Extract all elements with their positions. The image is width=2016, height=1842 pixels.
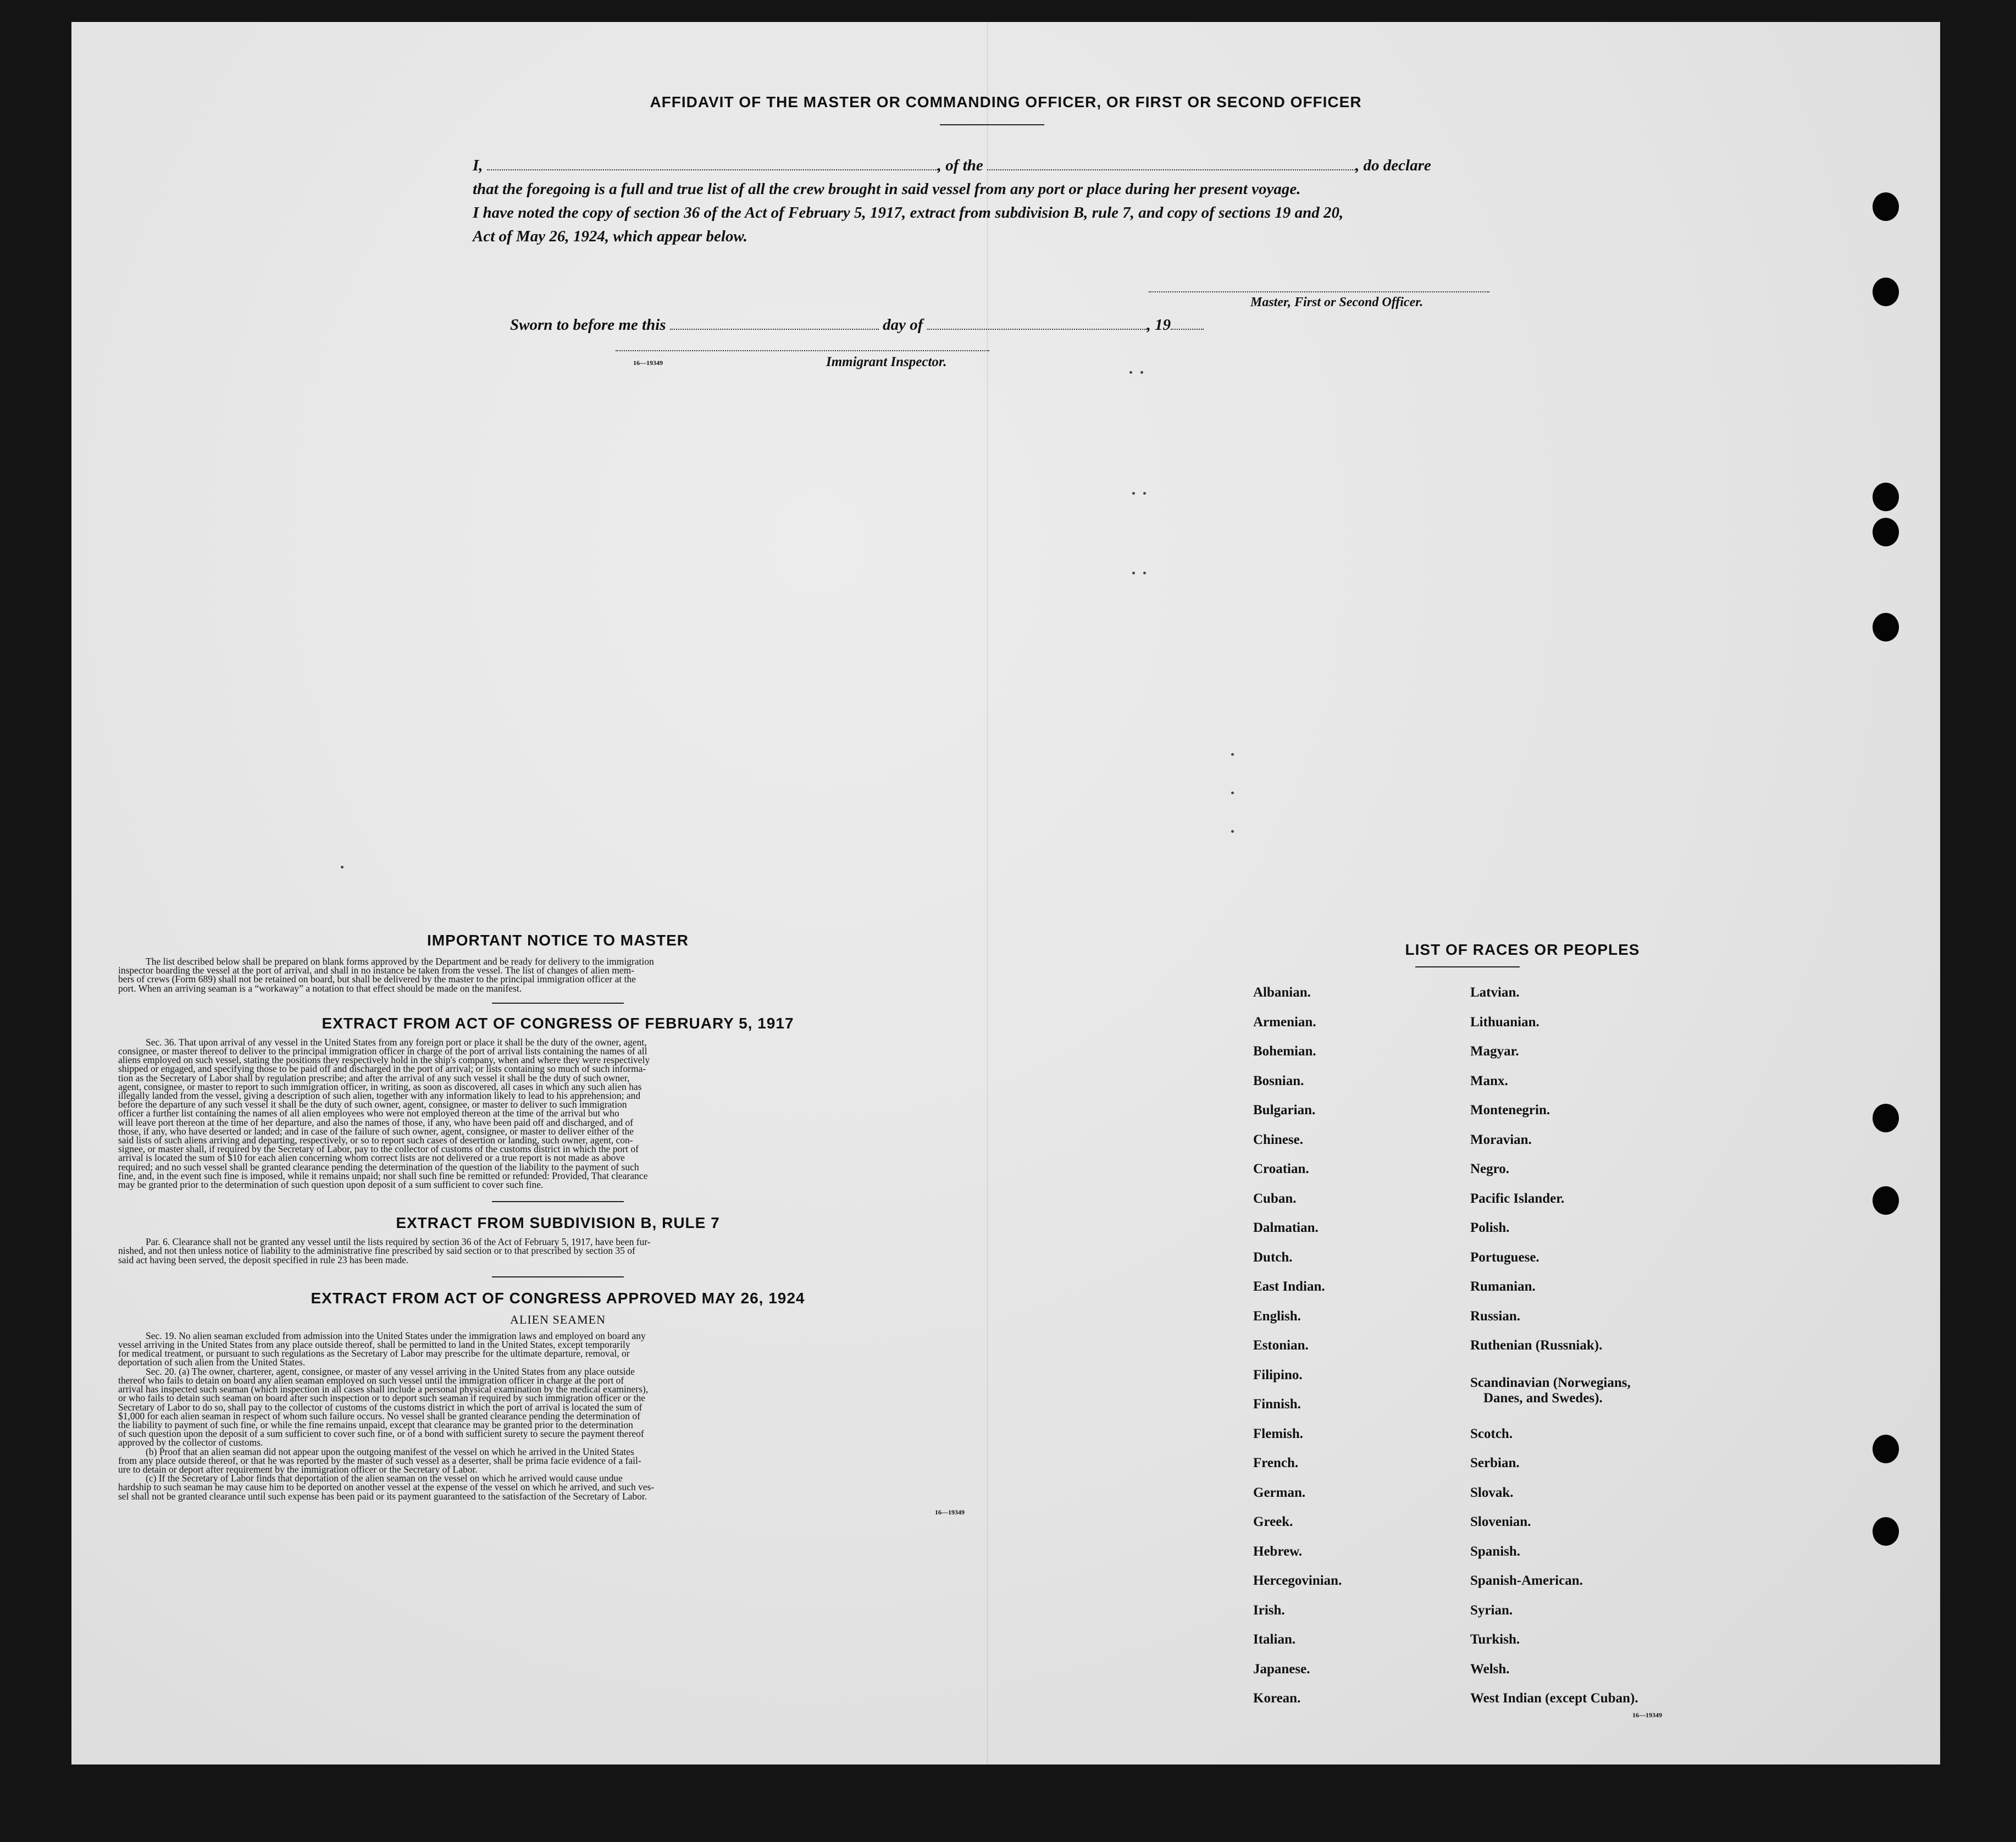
race-item: Bulgarian. [1253,1103,1316,1118]
declare-suffix: , do declare [1355,157,1431,174]
extract-line: signee, or master shall, if required by the Secretary of Labor, pay to the collector of customs of the customs district in which the port of [118,1143,639,1155]
notice-line: port. When an arriving seaman is a “workaway” a notation to that effect should be made on the manifest. [118,982,522,994]
extract-line: tion as the Secretary of Labor shall by regulation prescribe; and after the arrival of any such vessel it shall be the duty of such owner, [118,1072,630,1083]
section-divider [492,1201,624,1202]
affidavit-line: Act of May 26, 1924, which appear below. [473,228,747,245]
stray-mark [1143,572,1146,574]
document-page [71,22,1940,1764]
form-code: 16—19349 [633,359,663,367]
title-divider [1415,966,1520,967]
race-item: Japanese. [1253,1661,1310,1677]
form-code: 16—19349 [1632,1711,1662,1719]
extract-line: aliens employed on such vessel, stating the positions they respectively hold in the ship's company, when and where they were respectively [118,1054,650,1066]
race-item: Spanish. [1470,1544,1521,1559]
extract-1924-subtitle: ALIEN SEAMEN [510,1312,606,1326]
section-divider [492,1003,624,1004]
race-item: Hercegovinian. [1253,1573,1342,1588]
punch-hole [1873,518,1899,546]
race-item: Danes, and Swedes). [1483,1391,1603,1406]
races-title: LIST OF RACES OR PEOPLES [1405,941,1640,958]
race-item: Bohemian. [1253,1044,1316,1059]
extract-line: deportation of such alien from the United States. [118,1357,306,1368]
stray-mark [1140,371,1143,374]
race-item: Serbian. [1470,1456,1520,1470]
extract-line: before the departure of any such vessel it shall be the duty of such owner, agent, consignee, or master to deliver to such immigration [118,1099,627,1110]
extract-1917-title: EXTRACT FROM ACT OF CONGRESS OF FEBRUARY 5, 1917 [322,1014,794,1032]
race-item: Dalmatian. [1253,1220,1319,1235]
race-item: West Indian (except Cuban). [1470,1691,1638,1706]
sworn-year-field[interactable] [1171,317,1204,330]
stray-mark [1231,753,1234,756]
extract-line: agent, consignee, or master to report to such immigration officer, in writing, as soon as discovered, all cases in which any such alien has [118,1081,642,1092]
extract-line: vessel arriving in the United States from any place outside thereof, shall be permitted to land in the United States, except temporarily [118,1339,630,1351]
form-code: 16—19349 [935,1508,965,1516]
race-item: Estonian. [1253,1338,1309,1353]
race-item: Lithuanian. [1470,1014,1539,1030]
race-item: Portuguese. [1470,1249,1539,1265]
race-item: Spanish-American. [1470,1573,1583,1588]
race-item: French. [1253,1456,1299,1470]
title-divider [940,124,1044,125]
stray-mark [1132,492,1135,495]
punch-hole [1873,483,1899,511]
race-item: Filipino. [1253,1367,1303,1382]
inspector-label: Immigrant Inspector. [826,355,947,369]
legal-notices [118,932,998,1517]
punch-hole [1873,278,1899,306]
affidavit-body [473,154,1572,248]
sworn-line [510,316,1204,334]
race-item: German. [1253,1485,1306,1500]
stray-mark [1132,572,1135,574]
race-item: Finnish. [1253,1397,1301,1412]
stray-mark [1231,830,1234,833]
punch-hole [1873,192,1899,221]
declarant-prefix: I, [473,157,483,174]
race-item: Greek. [1253,1514,1293,1529]
race-item: Croatian. [1253,1161,1309,1176]
extract-line: those, if any, who have deserted or landed; and in case of the failure of such owner, agent, consignee, or master to deliver either of the [118,1125,634,1137]
extract-line: officer a further list containing the names of all alien employees who were not employed thereon at the time of the arrival but who [118,1108,619,1119]
extract-line: sel shall not be granted clearance until such expense has been paid or its payment guaranteed to the satisfaction of the Secretary of Labor. [118,1490,647,1502]
punch-hole [1873,1517,1899,1546]
notice-line: bers of crews (Form 689) shall not be retained on board, but shall be delivered by the master to the principal immigration officer at the [118,973,636,985]
race-item: Syrian. [1470,1602,1513,1618]
inspector-signature-line[interactable] [616,350,989,351]
race-item: Armenian. [1253,1014,1316,1030]
affidavit-line: that the foregoing is a full and true list of all the crew brought in said vessel from any port or place during her present voyage. [473,180,1301,198]
race-item: Flemish. [1253,1426,1303,1441]
extract-1924-text [118,1331,998,1501]
sworn-prefix: Sworn to before me this [510,316,666,334]
extract-line: of such question upon the deposit of a sum sufficient to cover such fine, or of a bond with sufficient surety to secure the payment thereof [118,1428,644,1440]
section-divider [492,1276,624,1277]
vessel-name-field[interactable] [987,157,1355,170]
day-of-label: day of [883,316,923,334]
race-item: Russian. [1470,1308,1521,1324]
master-signature-line[interactable] [1149,291,1489,292]
punch-hole [1873,1186,1899,1215]
race-item: Slovenian. [1470,1514,1531,1529]
extract-line: arrival is located the sum of $10 for each alien concerning whom correct lists are not delivered or a true report is not made as above [118,1152,625,1164]
sworn-month-field[interactable] [927,317,1147,330]
extract-line: (b) Proof that an alien seaman did not appear upon the outgoing manifest of the vessel on which he arrived in the United States [146,1446,634,1457]
extract-line: nished, and not then unless notice of liability to the administrative fine prescribed by said section or to that prescribed by section 35 of [118,1245,635,1257]
extract-line: required; and no such vessel shall be granted clearance pending the determination of the question of the liability to the payment of such [118,1161,639,1172]
stray-mark [1129,371,1132,374]
extract-line: from any place outside thereof, or that he was reported by the master of such vessel as a deserter, shall be prima facie evidence of a fail- [118,1454,641,1466]
extract-line: illegally landed from the vessel, giving a description of such alien, together with any information likely to lead to his apprehension; and [118,1090,641,1102]
race-item: Rumanian. [1470,1279,1536,1294]
extract-rule7-title: EXTRACT FROM SUBDIVISION B, RULE 7 [396,1214,720,1232]
race-item: Moravian. [1470,1132,1532,1147]
stray-mark [1231,792,1234,794]
race-item: Italian. [1253,1632,1296,1647]
extract-line: may be granted prior to the determination of such question upon deposit of a sum sufficient to cover such fine. [118,1179,544,1191]
race-item: Albanian. [1253,985,1311,1000]
extract-line: hardship to such seaman he may cause him to be deported on another vessel at the expense of the vessel on which he arrived, and such ves- [118,1481,655,1493]
race-item: Negro. [1470,1161,1510,1176]
extract-line: the liability to payment of such fine, or while the fine remains unpaid, except that clearance may be granted prior to the determination [118,1419,633,1430]
extract-1917-text [118,1038,998,1189]
extract-line: Sec. 20. (a) The owner, charterer, agent, consignee, or master of any vessel arriving in the United States from any place outside [146,1365,635,1377]
master-signature-label: Master, First or Second Officer. [1250,295,1424,309]
extract-line: arrival has inspected such seaman (which inspection in all cases shall include a personal physical examination by the medical examiners), [118,1384,649,1395]
race-item: East Indian. [1253,1279,1325,1294]
race-item: Pacific Islander. [1470,1191,1565,1206]
race-item: Manx. [1470,1073,1508,1088]
extract-line: Sec. 19. No alien seaman excluded from admission into the United States under the immigration laws and employed on board any [146,1330,646,1341]
race-item: Korean. [1253,1691,1301,1706]
extract-line: approved by the collector of customs. [118,1437,263,1448]
extract-line: will leave port thereon at the time of her departure, and also the names of those, if any, who have been paid off and discharged, and of [118,1116,634,1128]
race-item: Slovak. [1470,1485,1514,1500]
extract-line: thereof who fails to detain on board any alien seaman employed on such vessel until the immigration officer in charge at the port of [118,1374,624,1386]
extract-line: $1,000 for each alien seaman in respect of whom such failure occurs. No vessel shall be granted clearance pending the determination of [118,1410,640,1421]
race-item: Irish. [1253,1602,1285,1618]
race-item: Hebrew. [1253,1544,1303,1559]
vessel-prefix: , of the [937,157,983,174]
race-item: Turkish. [1470,1632,1520,1647]
race-item: Latvian. [1470,985,1520,1000]
race-item: Scandinavian (Norwegians, [1470,1375,1631,1390]
extract-1924-title: EXTRACT FROM ACT OF CONGRESS APPROVED MAY 26, 1924 [311,1289,805,1307]
extract-line: said lists of such aliens arriving and departing, respectively, or so to report such cases of desertion or landing, such owner, agent, con- [118,1135,633,1146]
extract-line: shipped or engaged, and specifying those to be paid off and discharged in the port of arrival; or lists containing so much of such informa- [118,1063,646,1075]
race-item: Welsh. [1470,1661,1510,1677]
punch-hole [1873,1435,1899,1463]
sworn-day-field[interactable] [670,317,879,330]
race-item: Montenegrin. [1470,1103,1550,1118]
extract-line: or who fails to detain such seaman on board after such inspection or to deport such seaman if required by such immigration officer or the [118,1392,645,1404]
extract-line: Secretary of Labor to do so, shall pay to the collector of customs of the customs district in which the port of arrival is located the sum of [118,1401,643,1413]
stray-mark [1143,492,1146,495]
extract-rule7-text [118,1237,998,1264]
affidavit-line: I have noted the copy of section 36 of the Act of February 5, 1917, extract from subdivision B, rule 7, and copy of sections 19 and 20, [473,204,1344,222]
stray-mark [341,866,344,869]
extract-line: Par. 6. Clearance shall not be granted any vessel until the lists required by section 36 of the Act of February 5, 1917, have been fur- [146,1236,651,1248]
declaration-line [473,154,1572,178]
race-item: Polish. [1470,1220,1510,1235]
notice-line: The list described below shall be prepared on blank forms approved by the Department and be ready for delivery to the immigration [146,956,654,967]
declarant-name-field[interactable] [487,157,938,170]
race-item: Dutch. [1253,1249,1293,1265]
notice-line: inspector boarding the vessel at the port of arrival, and shall in no instance be taken from the vessel. The list of changes of alien mem- [118,965,635,976]
extract-line: said act having been served, the deposit specified in rule 23 has been made. [118,1254,409,1265]
extract-line: Sec. 36. That upon arrival of any vessel in the United States from any foreign port or place it shall be the duty of the owner, agent, [146,1036,647,1048]
punch-hole [1873,613,1899,641]
race-item: Chinese. [1253,1132,1303,1147]
race-item: English. [1253,1308,1301,1324]
race-item: Magyar. [1470,1044,1519,1059]
extract-line: fine, and, in the event such fine is imposed, while it remains unpaid; nor shall such fine be remitted or refunded: Provided, That clearance [118,1170,648,1181]
race-item: Scotch. [1470,1426,1513,1441]
year-prefix: , 19 [1147,316,1171,334]
notice-text [118,957,998,993]
extract-line: (c) If the Secretary of Labor finds that deportation of the alien seaman on the vessel on which he arrived would cause undue [146,1473,623,1484]
race-item: Ruthenian (Russniak). [1470,1338,1603,1353]
race-item: Cuban. [1253,1191,1297,1206]
race-item: Bosnian. [1253,1073,1304,1088]
punch-hole [1873,1104,1899,1132]
extract-line: for medical treatment, or pursuant to such regulations as the Secretary of Labor may prescribe for the ultimate departure, removal, or [118,1348,630,1359]
extract-line: ure to detain or deport after requirement by the immigration officer or the Secretary of Labor. [118,1463,478,1475]
notice-title: IMPORTANT NOTICE TO MASTER [427,932,689,949]
affidavit-title: AFFIDAVIT OF THE MASTER OR COMMANDING OFFICER, OR FIRST OR SECOND OFFICER [650,93,1362,110]
extract-line: consignee, or master thereof to deliver to the principal immigration officer in charge of the port of arrival lists containing the names of all [118,1046,647,1057]
